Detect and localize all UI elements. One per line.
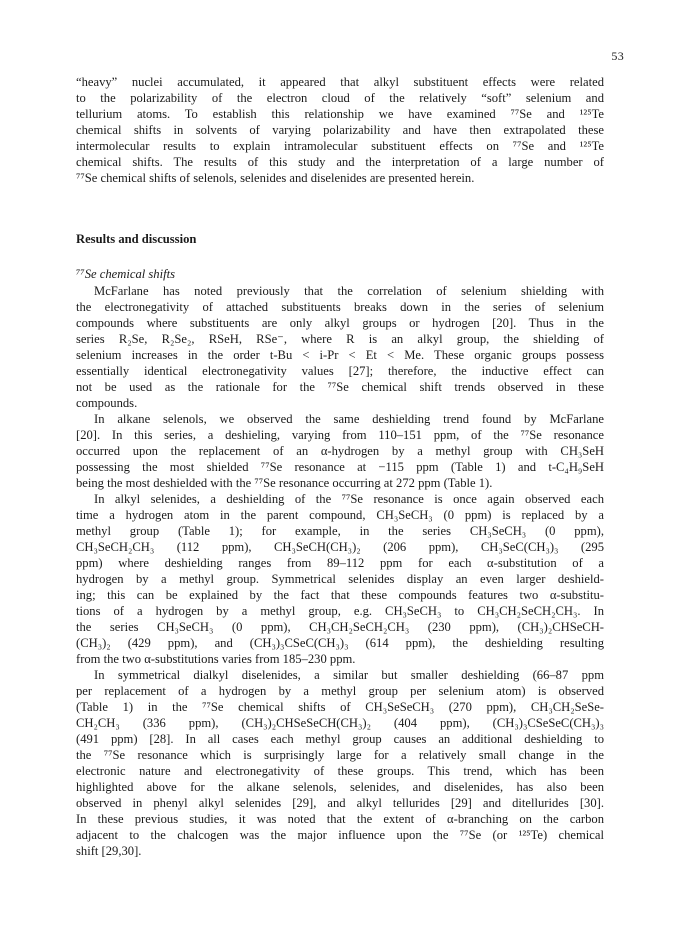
text-line: occurred upon the replacement of an α-hydrogen by a methyl group with CH₃SeH [76, 444, 604, 458]
text-line: essentially identical electronegativity values [27]; therefore, the inductive effect can [76, 364, 604, 378]
text-line: CH₃SeCH₂CH₃ (112 ppm), CH₃SeCH(CH₃)₂ (206 ppm), CH₃SeC(CH₃)₃ (295 [76, 540, 604, 554]
text-line: the ⁷⁷Se resonance which is surprisingly large for a relatively small change in the [76, 748, 604, 762]
text-line: In alkyl selenides, a deshielding of the ⁷⁷Se resonance is once again observed each [94, 492, 604, 506]
body-text [76, 283, 604, 859]
text-line: selenium increases in the order t-Bu < i-Pr < Et < Me. These organic groups possess [76, 348, 604, 362]
text-line: In symmetrical dialkyl diselenides, a similar but smaller deshielding (66–87 ppm [94, 668, 604, 682]
text-line: (491 ppm) [28]. In all cases each methyl group causes an additional deshielding to [76, 732, 604, 746]
text-line: In these previous studies, it was noted that the extent of α-branching on the carbon [76, 812, 604, 826]
text-line: (Table 1) in the ⁷⁷Se chemical shifts of CH₃SeSeCH₃ (270 ppm), CH₃CH₂SeSe- [76, 700, 604, 714]
text-line: chemical shifts. The results of this study and the interpretation of a large number of [76, 155, 604, 169]
text-line: chemical shifts in solvents of varying polarizability and have then extrapolated these [76, 123, 604, 137]
paragraph [76, 491, 604, 667]
text-line: “heavy” nuclei accumulated, it appeared that alkyl substituent effects were related [76, 75, 604, 89]
text-line: compounds where substituents are only alkyl groups or hydrogen [20]. Thus in the [76, 316, 604, 330]
text-line: highlighted above for the alkane selenols, selenides, and diselenides, has also been [76, 780, 604, 794]
text-line: time a hydrogen atom in the parent compound, CH₃SeCH₃ (0 ppm) is replaced by a [76, 508, 604, 522]
text-line: ppm) where deshielding ranges from 89–112 ppm for each α-substitution of a [76, 556, 604, 570]
text-line: from the two α-substitutions varies from 185–230 ppm. [76, 652, 356, 666]
text-line: ing; this can be explained by the fact that these compounds features two α-substitu- [76, 588, 604, 602]
text-line: (CH₃)₂ (429 ppm), and (CH₃)₃CSeC(CH₃)₃ (614 ppm), the deshielding resulting [76, 636, 604, 650]
text-line: hydrogen by a methyl group. Symmetrical selenides display an even larger deshield- [76, 572, 604, 586]
paragraph [76, 667, 604, 859]
paragraph [76, 411, 604, 491]
section-heading: Results and discussion [76, 232, 197, 246]
text-line: In alkane selenols, we observed the same deshielding trend found by McFarlane [94, 412, 604, 426]
text-line: adjacent to the chalcogen was the major influence upon the ⁷⁷Se (or ¹²⁵Te) chemical [76, 828, 604, 842]
text-line: methyl group (Table 1); for example, in the series CH₃SeCH₃ (0 ppm), [76, 524, 604, 538]
text-line: compounds. [76, 396, 138, 410]
text-line: intermolecular results to explain intramolecular substituent effects on ⁷⁷Se and ¹²⁵Te [76, 139, 604, 153]
text-line: observed in phenyl alkyl selenides [29], and alkyl tellurides [29] and ditellurides [30]. [76, 796, 604, 810]
intro-paragraph [76, 74, 604, 186]
text-line: ⁷⁷Se chemical shifts of selenols, selenides and diselenides are presented herein. [76, 171, 475, 185]
text-line: CH₂CH₃ (336 ppm), (CH₃)₂CHSeSeCH(CH₃)₂ (404 ppm), (CH₃)₃CSeSeC(CH₃)₃ [76, 716, 604, 730]
paragraph [76, 283, 604, 411]
text-line: McFarlane has noted previously that the correlation of selenium shielding with [94, 284, 604, 298]
text-line: [20]. In this series, a deshieling, varying from 110–151 ppm, of the ⁷⁷Se resonance [76, 428, 604, 442]
text-line: being the most deshielded with the ⁷⁷Se resonance occurring at 272 ppm (Table 1). [76, 476, 493, 490]
subsection-heading: ⁷⁷Se chemical shifts [76, 267, 175, 281]
text-line: tellurium atoms. To establish this relationship we have examined ⁷⁷Se and ¹²⁵Te [76, 107, 604, 121]
text-line: the series CH₃SeCH₃ (0 ppm), CH₃CH₂SeCH₂CH₃ (230 ppm), (CH₃)₂CHSeCH- [76, 620, 604, 634]
text-line: tions of a hydrogen by a methyl group, e.g. CH₃SeCH₃ to CH₃CH₂SeCH₂CH₃. In [76, 604, 604, 618]
text-line: per replacement of a hydrogen by a methyl group per selenium atom) is observed [76, 684, 604, 698]
text-line: shift [29,30]. [76, 844, 142, 858]
text-line: electronic nature and electronegativity of these groups. This trend, which has been [76, 764, 604, 778]
text-line: not be used as the rationale for the ⁷⁷Se chemical shift trends observed in these [76, 380, 604, 394]
text-line: the electronegativity of attached substituents breaks down in the series of selenium [76, 300, 604, 314]
text-line: to the polarizability of the electron cloud of the relatively “soft” selenium and [76, 91, 604, 105]
text-line: series R₂Se, R₂Se₂, RSeH, RSe⁻, where R is an alkyl group, the shielding of [76, 332, 604, 346]
text-line: possessing the most shielded ⁷⁷Se resonance at −115 ppm (Table 1) and t-C₄H₉SeH [76, 460, 604, 474]
page-number: 53 [611, 49, 624, 63]
